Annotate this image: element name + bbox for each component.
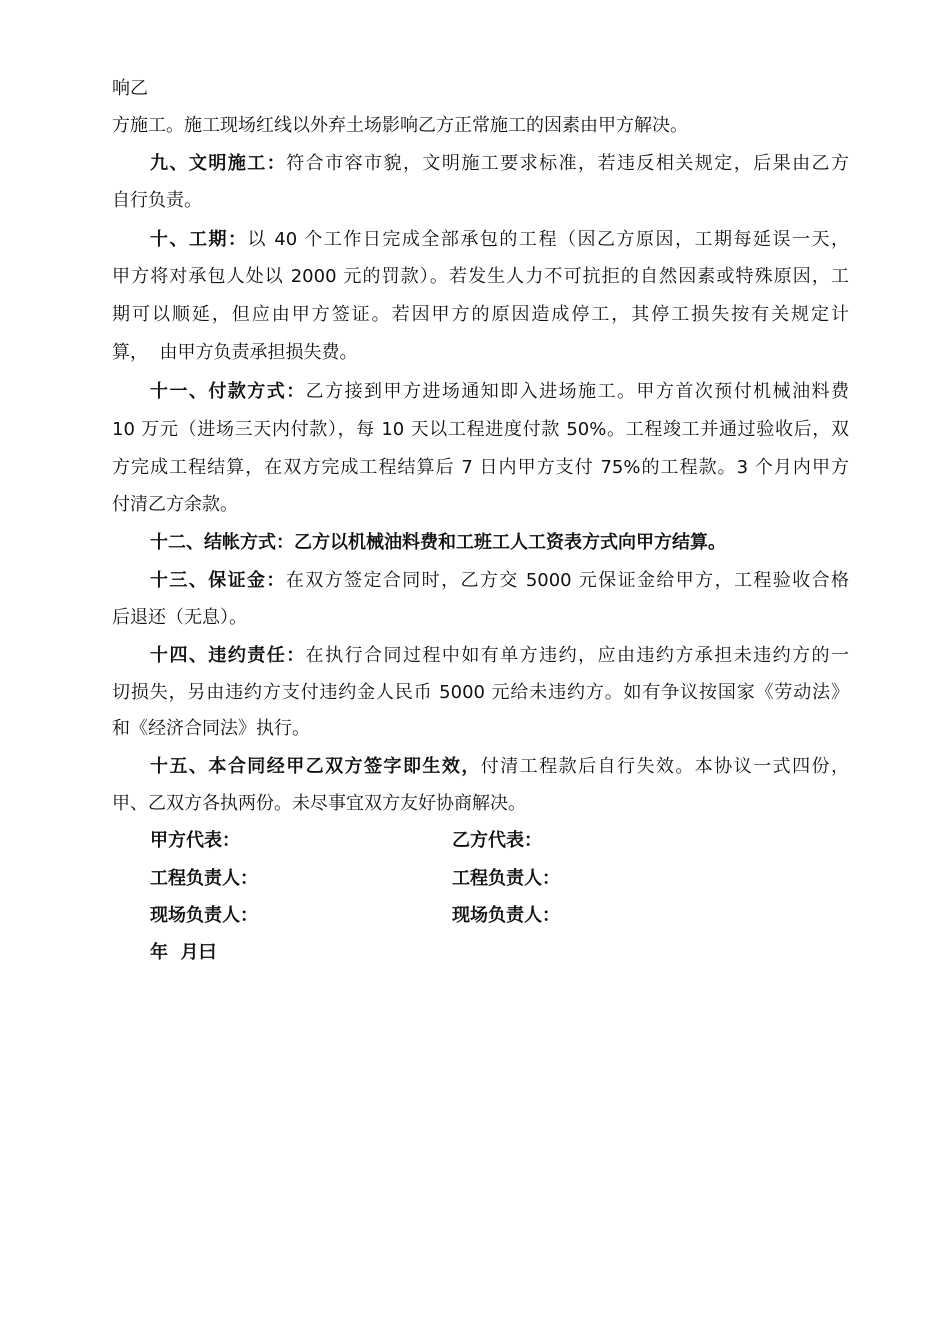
text-line: 算， 由甲方负责承担损失费。 [112,342,358,363]
text-line: 切损失，另由违约方支付违约金人民币 5000 元给未违约方。如有争议按国家《劳动法》 [112,682,849,703]
text-line: 期可以顺延，但应由甲方签证。若因甲方的原因造成停工，其停工损失按有关规定计 [112,304,849,325]
clause-15: 十五、本合同经甲乙双方签字即生效，付清工程款后自行失效。本协议一式四份， [150,756,849,777]
text-line: 方施工。施工现场红线以外弃土场影响乙方正常施工的因素由甲方解决。 [112,115,688,136]
party-a-site-manager: 现场负责人： [150,905,258,926]
party-b-site-manager: 现场负责人： [452,905,560,926]
party-a-representative: 甲方代表： [150,830,240,851]
clause-14: 十四、违约责任：在执行合同过程中如有单方违约，应由违约方承担未违约方的一 [150,645,849,666]
clause-11: 十一、付款方式：乙方接到甲方进场通知即入进场施工。甲方首次预付机械油料费 [150,381,849,402]
text-line: 甲方将对承包人处以 2000 元的罚款）。若发生人力不可抗拒的自然因素或特殊原因，工 [112,266,849,287]
text-line: 甲、乙双方各执两份。未尽事宜双方友好协商解决。 [112,793,526,814]
party-b-representative: 乙方代表： [452,830,542,851]
text-line: 自行负责。 [112,190,202,211]
clause-13: 十三、保证金：在双方签定合同时，乙方交 5000 元保证金给甲方，工程验收合格 [150,570,849,591]
text-line: 响乙 [112,78,148,99]
clause-9: 九、文明施工：符合市容市貌，文明施工要求标准，若违反相关规定，后果由乙方 [150,153,849,174]
text-line: 付清乙方余款。 [112,494,238,515]
clause-10: 十、工期：以 40 个工作日完成全部承包的工程（因乙方原因，工期每延误一天， [150,229,849,250]
clause-12: 十二、结帐方式：乙方以机械油料费和工班工人工资表方式向甲方结算。 [150,532,726,553]
text-line: 和《经济合同法》执行。 [112,718,310,739]
party-b-engineer: 工程负责人： [452,868,560,889]
text-line: 后退还（无息）。 [112,607,247,628]
text-line: 方完成工程结算，在双方完成工程结算后 7 日内甲方支付 75%的工程款。3 个月内甲方 [112,457,849,478]
text-line: 10 万元（进场三天内付款），每 10 天以工程进度付款 50%。工程竣工并通过验收后，双 [112,419,849,440]
party-a-engineer: 工程负责人： [150,868,258,889]
date-line: 年 月曰 [150,942,217,963]
